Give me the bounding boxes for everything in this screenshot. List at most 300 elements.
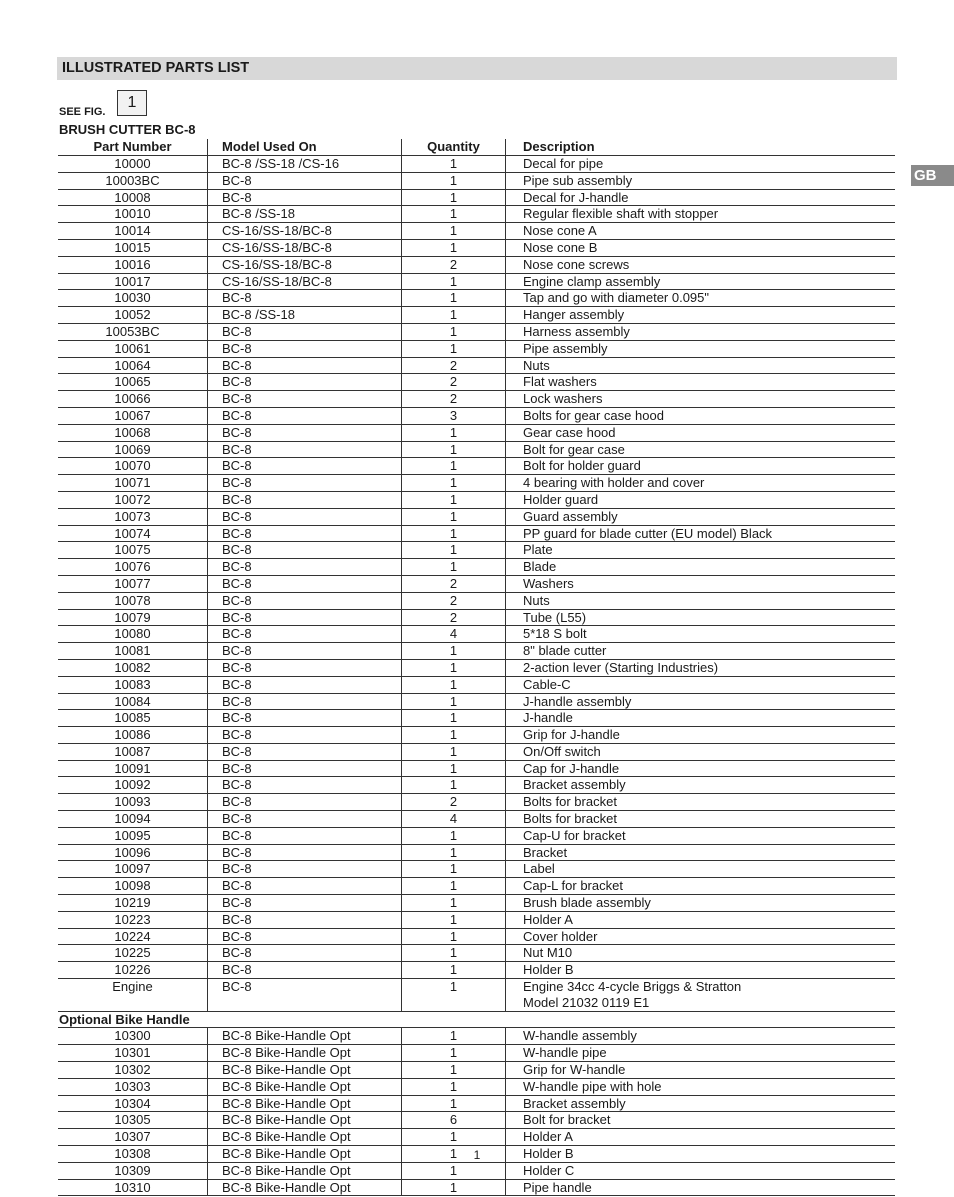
cell-model: BC-8 <box>208 290 402 307</box>
cell-quantity: 1 <box>402 1146 506 1163</box>
header-quantity: Quantity <box>402 139 506 156</box>
table-row <box>58 1129 895 1146</box>
cell-part-number: 10308 <box>58 1146 208 1163</box>
table-row <box>58 710 895 727</box>
table-header-row <box>58 139 895 156</box>
table-row <box>58 659 895 676</box>
cell-description: Plate <box>506 542 896 559</box>
cell-part-number: 10080 <box>58 626 208 643</box>
cell-part-number: 10003BC <box>58 172 208 189</box>
table-row <box>58 391 895 408</box>
cell-part-number: 10000 <box>58 156 208 173</box>
cell-model: CS-16/SS-18/BC-8 <box>208 273 402 290</box>
cell-quantity: 1 <box>402 928 506 945</box>
cell-description: 5*18 S bolt <box>506 626 896 643</box>
table-row <box>58 491 895 508</box>
cell-model: BC-8 <box>208 928 402 945</box>
cell-description: Lock washers <box>506 391 896 408</box>
cell-quantity: 4 <box>402 811 506 828</box>
cell-part-number: 10091 <box>58 760 208 777</box>
cell-description: Cable-C <box>506 676 896 693</box>
cell-description: Holder A <box>506 1129 896 1146</box>
header-part-number: Part Number <box>58 139 208 156</box>
cell-part-number: 10073 <box>58 508 208 525</box>
cell-model: BC-8 Bike-Handle Opt <box>208 1146 402 1163</box>
table-row <box>58 727 895 744</box>
cell-part-number: 10008 <box>58 189 208 206</box>
cell-model: BC-8 <box>208 676 402 693</box>
cell-description: Bolt for bracket <box>506 1112 896 1129</box>
cell-description: Hanger assembly <box>506 307 896 324</box>
cell-description: Nuts <box>506 357 896 374</box>
table-row <box>58 1028 895 1045</box>
table-row <box>58 794 895 811</box>
cell-model: BC-8 Bike-Handle Opt <box>208 1095 402 1112</box>
cell-model: BC-8 <box>208 357 402 374</box>
cell-quantity: 1 <box>402 743 506 760</box>
page-number: 1 <box>473 1148 481 1162</box>
cell-description: Nuts <box>506 592 896 609</box>
parts-table <box>58 139 895 1196</box>
cell-part-number: 10069 <box>58 441 208 458</box>
cell-description: 2-action lever (Starting Industries) <box>506 659 896 676</box>
cell-part-number: 10074 <box>58 525 208 542</box>
cell-description: Harness assembly <box>506 323 896 340</box>
cell-part-number: 10065 <box>58 374 208 391</box>
table-row <box>58 156 895 173</box>
cell-description: On/Off switch <box>506 743 896 760</box>
cell-quantity: 1 <box>402 878 506 895</box>
cell-quantity: 1 <box>402 491 506 508</box>
cell-part-number: 10072 <box>58 491 208 508</box>
cell-part-number: 10219 <box>58 895 208 912</box>
cell-model: BC-8 <box>208 441 402 458</box>
engine-row-group <box>58 979 895 1028</box>
cell-model: BC-8 <box>208 895 402 912</box>
table-row <box>58 760 895 777</box>
cell-model: BC-8 <box>208 911 402 928</box>
table-row <box>58 1078 895 1095</box>
cell-description: Blade <box>506 559 896 576</box>
cell-part-number: 10305 <box>58 1112 208 1129</box>
cell-model: BC-8 <box>208 592 402 609</box>
cell-quantity: 1 <box>402 1062 506 1079</box>
table-row <box>58 525 895 542</box>
cell-quantity: 1 <box>402 1179 506 1196</box>
table-row <box>58 357 895 374</box>
cell-part-number: 10302 <box>58 1062 208 1079</box>
cell-description: J-handle <box>506 710 896 727</box>
cell-quantity: 1 <box>402 760 506 777</box>
cell-quantity: 1 <box>402 206 506 223</box>
cell-part-number: 10078 <box>58 592 208 609</box>
cell-part-number: 10225 <box>58 945 208 962</box>
cell-part-number: 10066 <box>58 391 208 408</box>
cell-part-number: 10303 <box>58 1078 208 1095</box>
cell-part-number: 10030 <box>58 290 208 307</box>
table-row <box>58 743 895 760</box>
cell-model: BC-8 <box>208 727 402 744</box>
cell-quantity: 2 <box>402 794 506 811</box>
engine-desc-line-1: Engine 34cc 4-cycle Briggs & Stratton <box>523 979 742 995</box>
cell-model: BC-8 <box>208 710 402 727</box>
cell-description: Nose cone B <box>506 239 896 256</box>
table-row <box>58 844 895 861</box>
cell-part-number: 10093 <box>58 794 208 811</box>
table-row <box>58 895 895 912</box>
cell-description: Gear case hood <box>506 424 896 441</box>
table-row <box>58 575 895 592</box>
cell-quantity: 1 <box>402 827 506 844</box>
cell-quantity: 1 <box>402 962 506 979</box>
cell-model: BC-8 /SS-18 <box>208 206 402 223</box>
cell-model: BC-8 <box>208 760 402 777</box>
cell-part-number: 10095 <box>58 827 208 844</box>
cell-quantity: 2 <box>402 592 506 609</box>
cell-model: BC-8 <box>208 575 402 592</box>
cell-quantity: 1 <box>402 777 506 794</box>
cell-model: BC-8 <box>208 693 402 710</box>
cell-part-number: 10077 <box>58 575 208 592</box>
cell-quantity: 1 <box>402 659 506 676</box>
table-row <box>58 323 895 340</box>
cell-description: Holder B <box>506 1146 896 1163</box>
section-header-bar <box>57 57 897 80</box>
table-row <box>58 1179 895 1196</box>
cell-model: BC-8 <box>208 407 402 424</box>
cell-model: BC-8 Bike-Handle Opt <box>208 1045 402 1062</box>
table-row <box>58 189 895 206</box>
cell-model: BC-8 <box>208 609 402 626</box>
cell-model: BC-8 Bike-Handle Opt <box>208 1078 402 1095</box>
cell-description: Nose cone screws <box>506 256 896 273</box>
cell-part-number: 10082 <box>58 659 208 676</box>
cell-model: BC-8 <box>208 424 402 441</box>
table-row <box>58 458 895 475</box>
cell-quantity: 1 <box>402 323 506 340</box>
cell-model: BC-8 <box>208 626 402 643</box>
cell-description: Brush blade assembly <box>506 895 896 912</box>
cell-description: 4 bearing with holder and cover <box>506 475 896 492</box>
cell-part-number: 10301 <box>58 1045 208 1062</box>
cell-quantity: 1 <box>402 643 506 660</box>
table-row <box>58 340 895 357</box>
cell-quantity: 1 <box>402 895 506 912</box>
table-row <box>58 475 895 492</box>
cell-model: BC-8 <box>208 827 402 844</box>
cell-quantity: 2 <box>402 391 506 408</box>
cell-part-number: 10015 <box>58 239 208 256</box>
cell-quantity: 1 <box>402 1045 506 1062</box>
cell-model: BC-8 <box>208 491 402 508</box>
cell-model: BC-8 <box>208 861 402 878</box>
cell-quantity: 6 <box>402 1112 506 1129</box>
cell-description: Cap-L for bracket <box>506 878 896 895</box>
figure-number-box: 1 <box>117 90 147 116</box>
cell-description: Bolts for bracket <box>506 794 896 811</box>
cell-description: Pipe handle <box>506 1179 896 1196</box>
table-row <box>58 1095 895 1112</box>
cell-description: J-handle assembly <box>506 693 896 710</box>
cell-quantity: 1 <box>402 559 506 576</box>
cell-model: BC-8 <box>208 878 402 895</box>
cell-description: Grip for W-handle <box>506 1062 896 1079</box>
cell-model: BC-8 <box>208 794 402 811</box>
cell-part-number: Engine <box>58 979 208 1012</box>
table-row <box>58 239 895 256</box>
cell-part-number: 10092 <box>58 777 208 794</box>
table-row <box>58 441 895 458</box>
cell-model: CS-16/SS-18/BC-8 <box>208 223 402 240</box>
cell-description: Holder B <box>506 962 896 979</box>
cell-model: BC-8 <box>208 777 402 794</box>
cell-description: Engine clamp assembly <box>506 273 896 290</box>
table-row <box>58 374 895 391</box>
cell-quantity: 1 <box>402 172 506 189</box>
cell-description: Bolts for bracket <box>506 811 896 828</box>
table-row <box>58 676 895 693</box>
cell-part-number: 10098 <box>58 878 208 895</box>
table-row <box>58 643 895 660</box>
cell-description: W-handle assembly <box>506 1028 896 1045</box>
table-row <box>58 508 895 525</box>
cell-description: Pipe sub assembly <box>506 172 896 189</box>
cell-model: BC-8 <box>208 962 402 979</box>
language-tab: GB <box>911 165 954 186</box>
cell-description: Bracket <box>506 844 896 861</box>
cell-quantity: 1 <box>402 676 506 693</box>
cell-part-number: 10010 <box>58 206 208 223</box>
cell-quantity: 1 <box>402 844 506 861</box>
table-row <box>58 542 895 559</box>
table-row <box>58 559 895 576</box>
cell-model: BC-8 Bike-Handle Opt <box>208 1162 402 1179</box>
cell-part-number: 10052 <box>58 307 208 324</box>
cell-model: BC-8 <box>208 323 402 340</box>
cell-model: CS-16/SS-18/BC-8 <box>208 239 402 256</box>
cell-description: Bolt for gear case <box>506 441 896 458</box>
parts-table-body <box>58 156 895 979</box>
cell-part-number: 10224 <box>58 928 208 945</box>
cell-quantity: 1 <box>402 290 506 307</box>
cell-model: BC-8 /SS-18 <box>208 307 402 324</box>
cell-quantity: 2 <box>402 256 506 273</box>
table-row <box>58 407 895 424</box>
cell-quantity: 1 <box>402 710 506 727</box>
cell-description: Decal for J-handle <box>506 189 896 206</box>
cell-part-number: 10223 <box>58 911 208 928</box>
header-description: Description <box>506 139 896 156</box>
cell-quantity: 2 <box>402 609 506 626</box>
cell-quantity: 1 <box>402 525 506 542</box>
table-row <box>58 911 895 928</box>
cell-description: Nose cone A <box>506 223 896 240</box>
table-row <box>58 424 895 441</box>
table-row <box>58 172 895 189</box>
cell-part-number: 10086 <box>58 727 208 744</box>
cell-quantity: 1 <box>402 458 506 475</box>
cell-part-number: 10304 <box>58 1095 208 1112</box>
cell-part-number: 10076 <box>58 559 208 576</box>
cell-model: BC-8 <box>208 643 402 660</box>
cell-description: W-handle pipe with hole <box>506 1078 896 1095</box>
cell-part-number: 10017 <box>58 273 208 290</box>
cell-description: Regular flexible shaft with stopper <box>506 206 896 223</box>
cell-description: Holder C <box>506 1162 896 1179</box>
cell-description: Cap for J-handle <box>506 760 896 777</box>
table-row <box>58 1162 895 1179</box>
cell-part-number: 10300 <box>58 1028 208 1045</box>
table-row <box>58 811 895 828</box>
cell-model: BC-8 <box>208 559 402 576</box>
cell-quantity: 1 <box>402 693 506 710</box>
header-model-used-on: Model Used On <box>208 139 402 156</box>
cell-model: CS-16/SS-18/BC-8 <box>208 256 402 273</box>
table-row <box>58 827 895 844</box>
cell-quantity: 1 <box>402 542 506 559</box>
cell-quantity: 1 <box>402 1095 506 1112</box>
cell-description: W-handle pipe <box>506 1045 896 1062</box>
cell-part-number: 10309 <box>58 1162 208 1179</box>
table-row <box>58 290 895 307</box>
cell-description: Holder guard <box>506 491 896 508</box>
cell-quantity: 1 <box>402 340 506 357</box>
table-row <box>58 693 895 710</box>
table-row <box>58 1045 895 1062</box>
cell-description: Guard assembly <box>506 508 896 525</box>
cell-part-number: 10310 <box>58 1179 208 1196</box>
cell-description <box>506 979 896 1012</box>
cell-quantity: 1 <box>402 475 506 492</box>
cell-part-number: 10068 <box>58 424 208 441</box>
cell-model: BC-8 <box>208 659 402 676</box>
optional-parts-body <box>58 1028 895 1196</box>
cell-description: Nut M10 <box>506 945 896 962</box>
cell-description: Pipe assembly <box>506 340 896 357</box>
cell-part-number: 10087 <box>58 743 208 760</box>
cell-part-number: 10081 <box>58 643 208 660</box>
cell-quantity: 1 <box>402 911 506 928</box>
cell-description: Tube (L55) <box>506 609 896 626</box>
cell-part-number: 10085 <box>58 710 208 727</box>
table-row <box>58 609 895 626</box>
cell-quantity: 1 <box>402 727 506 744</box>
cell-model: BC-8 Bike-Handle Opt <box>208 1112 402 1129</box>
cell-model: BC-8 <box>208 391 402 408</box>
cell-part-number: 10307 <box>58 1129 208 1146</box>
cell-part-number: 10070 <box>58 458 208 475</box>
cell-description: Flat washers <box>506 374 896 391</box>
optional-section-row <box>58 1011 895 1028</box>
cell-part-number: 10014 <box>58 223 208 240</box>
cell-quantity: 1 <box>402 1162 506 1179</box>
table-row <box>58 878 895 895</box>
cell-quantity: 1 <box>402 441 506 458</box>
table-row <box>58 962 895 979</box>
cell-part-number: 10061 <box>58 340 208 357</box>
table-row <box>58 928 895 945</box>
cell-model: BC-8 <box>208 542 402 559</box>
cell-model: BC-8 Bike-Handle Opt <box>208 1062 402 1079</box>
cell-model: BC-8 <box>208 979 402 1012</box>
table-row <box>58 1112 895 1129</box>
cell-description: Grip for J-handle <box>506 727 896 744</box>
cell-model: BC-8 <box>208 525 402 542</box>
table-row <box>58 273 895 290</box>
optional-section-title: Optional Bike Handle <box>58 1011 895 1028</box>
page-title: ILLUSTRATED PARTS LIST <box>62 60 250 76</box>
cell-quantity: 1 <box>402 861 506 878</box>
cell-model: BC-8 <box>208 811 402 828</box>
engine-desc-line-2: Model 21032 0119 E1 <box>523 994 650 1010</box>
cell-part-number: 10079 <box>58 609 208 626</box>
cell-part-number: 10053BC <box>58 323 208 340</box>
cell-quantity: 1 <box>402 239 506 256</box>
table-row <box>58 945 895 962</box>
cell-model: BC-8 <box>208 340 402 357</box>
cell-part-number: 10097 <box>58 861 208 878</box>
cell-description: Holder A <box>506 911 896 928</box>
table-row <box>58 256 895 273</box>
cell-quantity: 1 <box>402 307 506 324</box>
cell-description: Tap and go with diameter 0.095" <box>506 290 896 307</box>
see-fig-label: SEE FIG. <box>59 106 106 118</box>
cell-quantity: 2 <box>402 357 506 374</box>
product-title: BRUSH CUTTER BC-8 <box>59 122 196 137</box>
cell-model: BC-8 <box>208 475 402 492</box>
cell-quantity: 1 <box>402 273 506 290</box>
cell-part-number: 10064 <box>58 357 208 374</box>
cell-model: BC-8 <box>208 172 402 189</box>
cell-part-number: 10226 <box>58 962 208 979</box>
table-row <box>58 1062 895 1079</box>
cell-description: Bolts for gear case hood <box>506 407 896 424</box>
cell-quantity: 2 <box>402 575 506 592</box>
cell-model: BC-8 <box>208 508 402 525</box>
cell-description: Washers <box>506 575 896 592</box>
cell-quantity: 1 <box>402 156 506 173</box>
cell-quantity: 1 <box>402 1028 506 1045</box>
cell-part-number: 10067 <box>58 407 208 424</box>
cell-quantity: 1 <box>402 1129 506 1146</box>
cell-model: BC-8 <box>208 945 402 962</box>
cell-part-number: 10096 <box>58 844 208 861</box>
cell-model: BC-8 <box>208 374 402 391</box>
cell-part-number: 10075 <box>58 542 208 559</box>
cell-quantity: 1 <box>402 1078 506 1095</box>
cell-description: Decal for pipe <box>506 156 896 173</box>
cell-quantity: 3 <box>402 407 506 424</box>
table-row <box>58 592 895 609</box>
table-row-engine <box>58 979 895 1012</box>
cell-model: BC-8 Bike-Handle Opt <box>208 1028 402 1045</box>
cell-model: BC-8 <box>208 189 402 206</box>
cell-part-number: 10071 <box>58 475 208 492</box>
cell-quantity: 1 <box>402 979 506 1012</box>
cell-model: BC-8 <box>208 458 402 475</box>
cell-model: BC-8 Bike-Handle Opt <box>208 1129 402 1146</box>
cell-description: Bolt for holder guard <box>506 458 896 475</box>
cell-quantity: 1 <box>402 945 506 962</box>
cell-description: Bracket assembly <box>506 1095 896 1112</box>
cell-part-number: 10094 <box>58 811 208 828</box>
cell-description: Cap-U for bracket <box>506 827 896 844</box>
cell-quantity: 1 <box>402 223 506 240</box>
cell-quantity: 1 <box>402 508 506 525</box>
cell-model: BC-8 <box>208 743 402 760</box>
cell-model: BC-8 /SS-18 /CS-16 <box>208 156 402 173</box>
cell-part-number: 10016 <box>58 256 208 273</box>
